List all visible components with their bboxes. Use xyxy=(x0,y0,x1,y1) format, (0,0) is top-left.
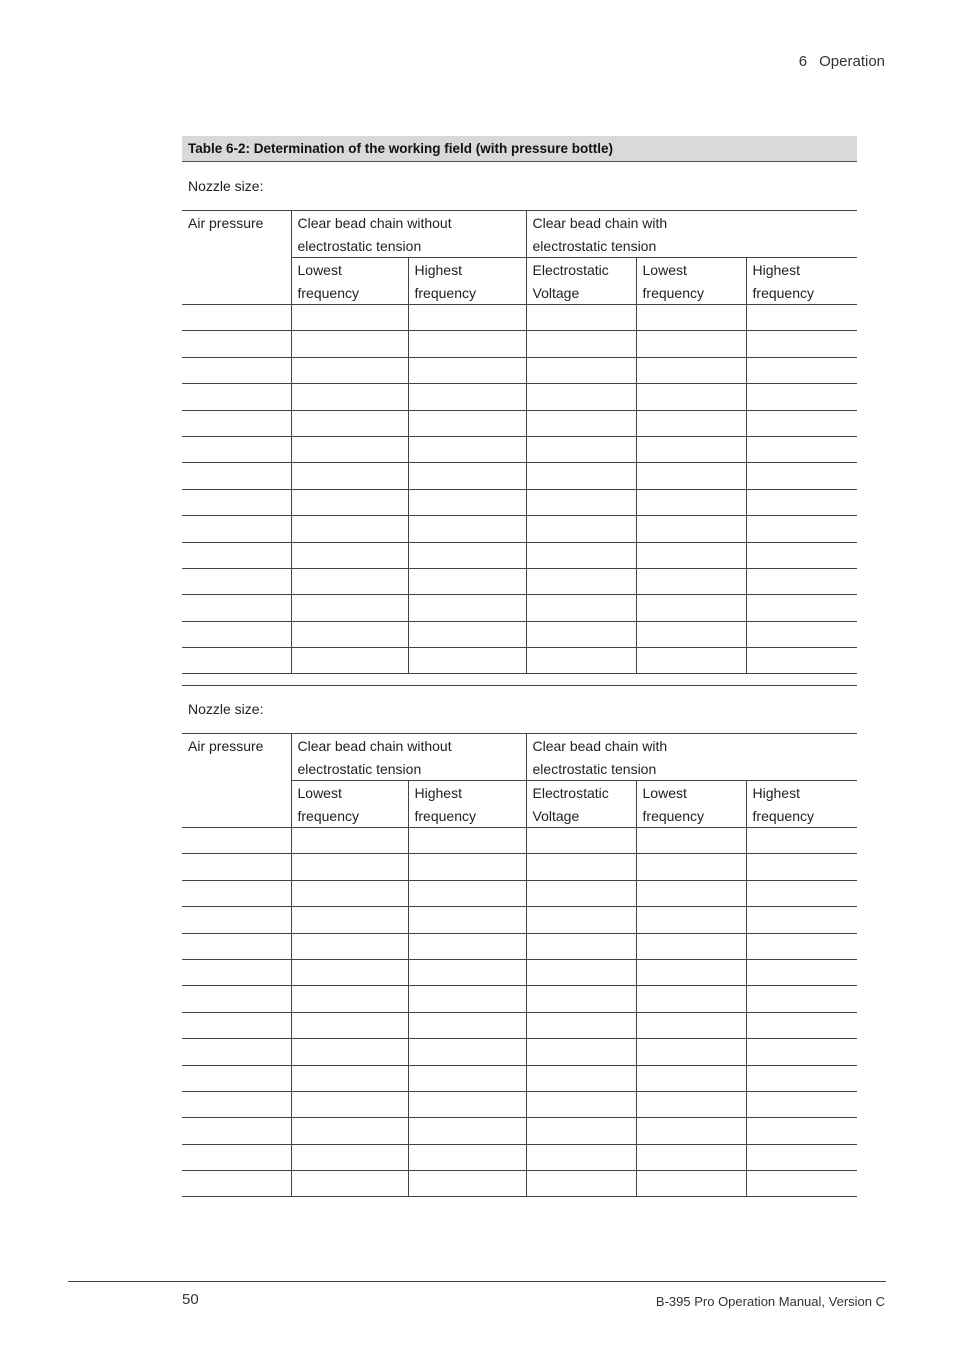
table-row xyxy=(182,621,857,647)
header-highest-frequency xyxy=(408,258,526,305)
table-cell xyxy=(291,410,408,436)
table-cell xyxy=(636,384,746,410)
table-cell xyxy=(408,986,526,1012)
table-cell xyxy=(408,907,526,933)
line-2: electrostatic tension xyxy=(532,760,657,777)
table-cell xyxy=(291,1039,408,1065)
line-1: Lowest xyxy=(642,262,687,278)
table-cell xyxy=(182,595,291,621)
table-cell xyxy=(182,357,291,383)
table-row xyxy=(182,384,857,410)
table-cell xyxy=(746,880,857,906)
table-cell xyxy=(636,828,746,854)
table-cell xyxy=(526,463,636,489)
table-cell xyxy=(408,568,526,594)
chapter-number: 6 xyxy=(798,53,808,70)
line-1: Electrostatic xyxy=(532,785,609,801)
table-cell xyxy=(746,959,857,985)
table-cell xyxy=(291,463,408,489)
footer-rule xyxy=(68,1281,886,1282)
table-cell xyxy=(636,854,746,880)
line-1: Clear bead chain without xyxy=(297,215,452,231)
table-cell xyxy=(746,986,857,1012)
line-2: electrostatic tension xyxy=(532,237,657,254)
table-row xyxy=(182,907,857,933)
header-electrostatic-voltage xyxy=(526,781,636,828)
table-cell xyxy=(408,331,526,357)
table-cell xyxy=(291,907,408,933)
header-lowest-frequency xyxy=(291,258,408,305)
table-row xyxy=(182,1144,857,1170)
table-cell xyxy=(636,907,746,933)
table-cell xyxy=(291,357,408,383)
table-cell xyxy=(182,542,291,568)
table-cell xyxy=(408,1012,526,1038)
table-cell xyxy=(746,1171,857,1197)
running-header xyxy=(799,53,885,70)
table-cell xyxy=(636,1091,746,1117)
table-cell xyxy=(746,463,857,489)
table-cell xyxy=(182,907,291,933)
table-cell xyxy=(182,880,291,906)
table-cell xyxy=(291,516,408,542)
table-cell xyxy=(636,1012,746,1038)
table-cell xyxy=(526,1065,636,1091)
air-pressure-label: Air pressure xyxy=(188,738,264,754)
table-cell xyxy=(526,828,636,854)
table-row xyxy=(182,489,857,515)
header-highest-frequency xyxy=(746,258,857,305)
table-cell xyxy=(746,1091,857,1117)
table-row xyxy=(182,648,857,674)
line-1: Lowest xyxy=(642,785,687,801)
table-row xyxy=(182,357,857,383)
table-row xyxy=(182,1118,857,1144)
table-cell xyxy=(526,331,636,357)
table-cell xyxy=(526,410,636,436)
table-row xyxy=(182,828,857,854)
header-air-pressure xyxy=(182,734,291,828)
table-cell xyxy=(291,436,408,462)
table-cell xyxy=(746,828,857,854)
table-cell xyxy=(636,933,746,959)
table-cell xyxy=(291,621,408,647)
table-cell xyxy=(636,305,746,331)
line-2: frequency xyxy=(642,807,704,824)
line-1: Lowest xyxy=(297,785,342,801)
table-cell xyxy=(408,933,526,959)
header-group-without-tension xyxy=(291,211,526,258)
line-1: Electrostatic xyxy=(532,262,609,278)
table-cell xyxy=(291,1144,408,1170)
table-cell xyxy=(526,959,636,985)
header-group-without-tension xyxy=(291,734,526,781)
table-cell xyxy=(291,1012,408,1038)
table-cell xyxy=(408,516,526,542)
table-cell xyxy=(182,516,291,542)
header-air-pressure xyxy=(182,211,291,305)
line-1: Lowest xyxy=(297,262,342,278)
table-cell xyxy=(408,1144,526,1170)
table-cell xyxy=(291,595,408,621)
table-cell xyxy=(636,357,746,383)
nozzle-size-label-1: Nozzle size: xyxy=(188,178,264,194)
table-cell xyxy=(291,986,408,1012)
table-cell xyxy=(636,568,746,594)
table-cell xyxy=(526,1171,636,1197)
table-cell xyxy=(182,331,291,357)
table-cell xyxy=(408,1039,526,1065)
table-cell xyxy=(182,1065,291,1091)
line-2: frequency xyxy=(642,284,704,301)
line-1: Highest xyxy=(752,785,800,801)
table-row xyxy=(182,1065,857,1091)
table-cell xyxy=(291,1091,408,1117)
table-cell xyxy=(746,1118,857,1144)
table-cell xyxy=(526,648,636,674)
manual-reference: B-395 Pro Operation Manual, Version C xyxy=(655,1294,885,1309)
section-divider xyxy=(182,685,857,686)
table-cell xyxy=(746,384,857,410)
table-cell xyxy=(182,1091,291,1117)
table-cell xyxy=(408,1091,526,1117)
table-cell xyxy=(746,568,857,594)
table-cell xyxy=(291,880,408,906)
table-cell xyxy=(408,648,526,674)
table-cell xyxy=(746,933,857,959)
table-cell xyxy=(291,489,408,515)
table-cell xyxy=(526,933,636,959)
table-cell xyxy=(636,595,746,621)
header-lowest-frequency xyxy=(636,781,746,828)
table-row xyxy=(182,986,857,1012)
line-2: frequency xyxy=(752,284,814,301)
table-cell xyxy=(746,410,857,436)
line-1: Highest xyxy=(414,262,462,278)
table-row xyxy=(182,1039,857,1065)
table-cell xyxy=(408,410,526,436)
chapter-title: Operation xyxy=(819,53,885,70)
line-2: Voltage xyxy=(532,807,580,824)
table-cell xyxy=(526,489,636,515)
header-electrostatic-voltage xyxy=(526,258,636,305)
table-cell xyxy=(526,1144,636,1170)
table-cell xyxy=(291,331,408,357)
table-cell xyxy=(746,648,857,674)
table-cell xyxy=(746,542,857,568)
table-cell xyxy=(746,854,857,880)
table-row xyxy=(182,595,857,621)
table-row xyxy=(182,1091,857,1117)
line-2: frequency xyxy=(752,807,814,824)
working-field-table-2 xyxy=(182,733,857,1197)
table-cell xyxy=(636,621,746,647)
table-cell xyxy=(291,828,408,854)
line-2: frequency xyxy=(297,807,359,824)
nozzle-size-label-2: Nozzle size: xyxy=(188,701,264,717)
table-cell xyxy=(408,1065,526,1091)
table-cell xyxy=(746,489,857,515)
table-cell xyxy=(182,933,291,959)
header-lowest-frequency xyxy=(291,781,408,828)
table-cell xyxy=(746,1039,857,1065)
table-cell xyxy=(182,621,291,647)
table-cell xyxy=(636,542,746,568)
line-2: frequency xyxy=(414,807,476,824)
table-cell xyxy=(746,1065,857,1091)
line-2: Voltage xyxy=(532,284,580,301)
table-cell xyxy=(182,1039,291,1065)
table-cell xyxy=(746,357,857,383)
table-cell xyxy=(526,854,636,880)
table-cell xyxy=(182,1144,291,1170)
table-cell xyxy=(636,516,746,542)
line-1: Clear bead chain with xyxy=(532,215,668,231)
table-cell xyxy=(746,1012,857,1038)
table-row xyxy=(182,854,857,880)
header-group-with-tension xyxy=(526,211,857,258)
table-cell xyxy=(636,880,746,906)
table-cell xyxy=(182,489,291,515)
table-cell xyxy=(408,880,526,906)
table-row xyxy=(182,1012,857,1038)
table-cell xyxy=(526,1012,636,1038)
line-1: Highest xyxy=(752,262,800,278)
table-cell xyxy=(526,516,636,542)
table-row xyxy=(182,331,857,357)
table-cell xyxy=(636,410,746,436)
table-cell xyxy=(636,489,746,515)
table-cell xyxy=(182,463,291,489)
line-2: frequency xyxy=(414,284,476,301)
table-cell xyxy=(526,436,636,462)
table-row xyxy=(182,880,857,906)
table-row xyxy=(182,1171,857,1197)
table-cell xyxy=(291,568,408,594)
header-lowest-frequency xyxy=(636,258,746,305)
table-cell xyxy=(526,357,636,383)
table-cell xyxy=(526,907,636,933)
table-cell xyxy=(636,436,746,462)
table-cell xyxy=(408,384,526,410)
table-cell xyxy=(182,1012,291,1038)
table-cell xyxy=(291,648,408,674)
table-cell xyxy=(636,463,746,489)
table-cell xyxy=(746,305,857,331)
table-cell xyxy=(408,1171,526,1197)
table-row xyxy=(182,463,857,489)
table-row xyxy=(182,568,857,594)
table-cell xyxy=(526,305,636,331)
table-cell xyxy=(291,384,408,410)
line-1: Clear bead chain without xyxy=(297,738,452,754)
line-2: electrostatic tension xyxy=(297,237,422,254)
line-2: electrostatic tension xyxy=(297,760,422,777)
table-cell xyxy=(636,648,746,674)
table-cell xyxy=(182,1118,291,1144)
table-row xyxy=(182,542,857,568)
table-cell xyxy=(182,410,291,436)
table-cell xyxy=(182,648,291,674)
table-cell xyxy=(526,595,636,621)
table-cell xyxy=(746,1144,857,1170)
table-cell xyxy=(291,1065,408,1091)
table-cell xyxy=(526,880,636,906)
table-cell xyxy=(526,1091,636,1117)
table-cell xyxy=(182,568,291,594)
table-cell xyxy=(408,463,526,489)
table-cell xyxy=(526,1039,636,1065)
line-1: Clear bead chain with xyxy=(532,738,668,754)
table-cell xyxy=(408,357,526,383)
table-cell xyxy=(408,854,526,880)
table-cell xyxy=(636,959,746,985)
table-cell xyxy=(291,854,408,880)
table-cell xyxy=(636,1118,746,1144)
header-highest-frequency xyxy=(746,781,857,828)
table-cell xyxy=(291,305,408,331)
table-cell xyxy=(408,595,526,621)
table-cell xyxy=(291,933,408,959)
table-title: Table 6-2: Determination of the working field (with pressure bottle) xyxy=(182,136,857,162)
table-cell xyxy=(636,1039,746,1065)
table-cell xyxy=(408,436,526,462)
table-cell xyxy=(526,542,636,568)
air-pressure-label: Air pressure xyxy=(188,215,264,231)
table-row xyxy=(182,436,857,462)
table-cell xyxy=(636,1144,746,1170)
table-cell xyxy=(408,1118,526,1144)
table-cell xyxy=(182,986,291,1012)
table-cell xyxy=(408,959,526,985)
table-cell xyxy=(182,828,291,854)
table-cell xyxy=(526,384,636,410)
line-2: frequency xyxy=(297,284,359,301)
table-cell xyxy=(636,1171,746,1197)
table-cell xyxy=(526,986,636,1012)
line-1: Highest xyxy=(414,785,462,801)
working-field-table-1 xyxy=(182,210,857,674)
table-cell xyxy=(746,331,857,357)
table-cell xyxy=(182,854,291,880)
table-cell xyxy=(746,436,857,462)
table-cell xyxy=(182,436,291,462)
table-row xyxy=(182,959,857,985)
table-cell xyxy=(746,907,857,933)
table-cell xyxy=(636,1065,746,1091)
table-row xyxy=(182,410,857,436)
table-cell xyxy=(182,384,291,410)
table-cell xyxy=(746,621,857,647)
table-cell xyxy=(636,331,746,357)
table-cell xyxy=(291,1171,408,1197)
table-cell xyxy=(291,1118,408,1144)
page-number: 50 xyxy=(182,1291,199,1308)
table-cell xyxy=(182,959,291,985)
header-highest-frequency xyxy=(408,781,526,828)
table-row xyxy=(182,933,857,959)
table-cell xyxy=(408,542,526,568)
table-cell xyxy=(182,305,291,331)
table-cell xyxy=(408,305,526,331)
table-row xyxy=(182,516,857,542)
table-cell xyxy=(526,568,636,594)
header-group-with-tension xyxy=(526,734,857,781)
table-cell xyxy=(408,489,526,515)
table-cell xyxy=(746,516,857,542)
table-cell xyxy=(182,1171,291,1197)
table-cell xyxy=(526,1118,636,1144)
table-cell xyxy=(636,986,746,1012)
table-cell xyxy=(291,959,408,985)
table-cell xyxy=(408,828,526,854)
table-cell xyxy=(408,621,526,647)
table-cell xyxy=(291,542,408,568)
table-row xyxy=(182,305,857,331)
table-cell xyxy=(746,595,857,621)
table-cell xyxy=(526,621,636,647)
